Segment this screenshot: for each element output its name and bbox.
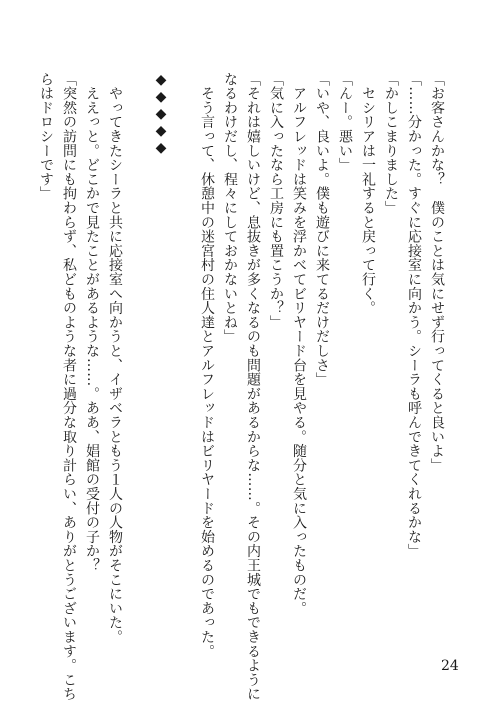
text-line: アルフレッドは笑みを浮かべてビリヤード台を見やる。随分と気に入ったものだ。 <box>291 72 307 616</box>
blank-line <box>172 72 195 592</box>
text-line: そう言って、休憩中の迷宮村の住人達とアルフレッドはビリヤードを始めるのであった。 <box>199 72 215 659</box>
text-line: なるわけだし、程々にしておかないとね」 <box>222 72 238 344</box>
text-line: セシリアは一礼すると戻って行く。 <box>360 72 376 316</box>
text-line: 「いや、良いよ。僕も遊びに来てるだけだしさ」 <box>314 72 330 387</box>
text-line: 「気に入ったなら工房にも置こうか？」 <box>268 72 284 330</box>
text-line: 「かしこまりました」 <box>383 72 399 215</box>
text-line: 「お客さんかな？ 僕のことは気にせず行ってくると良いよ」 <box>429 72 445 473</box>
text-line: 「突然の訪問にも拘わらず、私どものような者に過分な取り計らい、ありがとうございます。こち <box>61 72 77 702</box>
text-line: やってきたシーラと共に応接室へ向かうと、イザベラともう１人の人物がそこにいた。 <box>107 72 123 644</box>
page-number: 24 <box>441 658 459 674</box>
scene-break-marker: ◆◆◆◆◆ <box>153 72 169 157</box>
blank-line <box>126 72 149 592</box>
text-line: ええっと。どこかで見たことがあるような……。ああ、娼館の受付の子か？ <box>84 72 100 573</box>
text-line: らはドロシーです」 <box>38 72 54 201</box>
text-line: 「……分かった。すぐに応接室に向かう。シーラも呼んできてくれるかな」 <box>406 72 422 559</box>
text-line: 「んー。悪い」 <box>337 72 353 173</box>
body-text <box>38 72 448 702</box>
text-line: 「それは嬉しいけど、息抜きが多くなるのも問題があるからな……。その内王城でもできるように <box>245 72 261 702</box>
